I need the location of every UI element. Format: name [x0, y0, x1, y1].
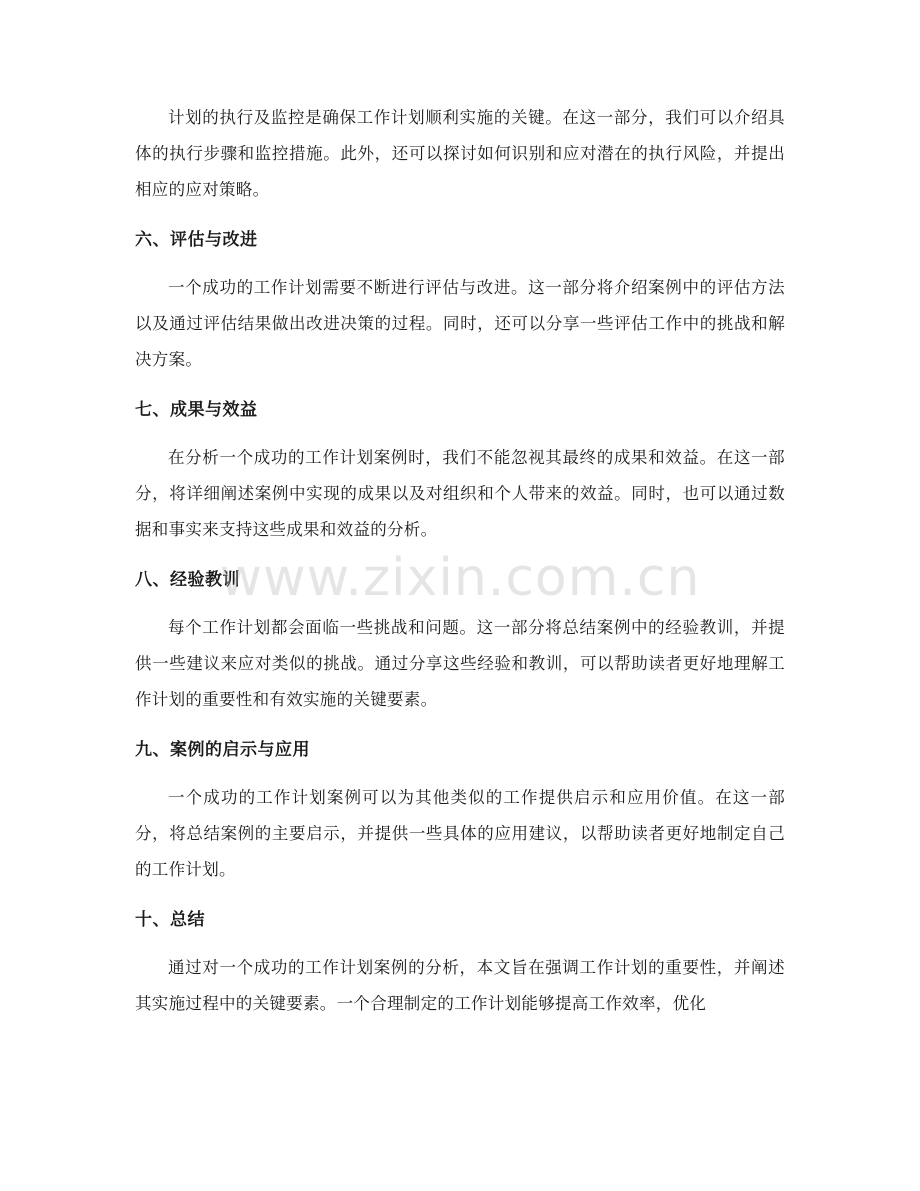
section-heading: 八、经验教训 [135, 570, 240, 590]
section-lessons [135, 566, 785, 718]
section-summary [135, 906, 785, 1022]
document-body [135, 100, 785, 1022]
section-paragraph: 一个成功的工作计划需要不断进行评估与改进。这一部分将介绍案例中的评估方法以及通过评估结果做出改进决策的过程。同时，还可以分享一些评估工作中的挑战和解决方案。 [135, 278, 785, 369]
section-heading: 九、案例的启示与应用 [135, 740, 310, 760]
section-paragraph: 一个成功的工作计划案例可以为其他类似的工作提供启示和应用价值。在这一部分，将总结案例的主要启示，并提供一些具体的应用建议，以帮助读者更好地制定自己的工作计划。 [135, 788, 785, 879]
section-insights [135, 736, 785, 888]
section-results [135, 396, 785, 548]
section-heading: 十、总结 [135, 910, 205, 930]
intro-paragraph: 计划的执行及监控是确保工作计划顺利实施的关键。在这一部分，我们可以介绍具体的执行步骤和监控措施。此外，还可以探讨如何识别和应对潜在的执行风险，并提出相应的应对策略。 [135, 108, 785, 199]
section-heading: 六、评估与改进 [135, 230, 258, 250]
section-heading: 七、成果与效益 [135, 400, 258, 420]
section-paragraph: 每个工作计划都会面临一些挑战和问题。这一部分将总结案例中的经验教训，并提供一些建议来应对类似的挑战。通过分享这些经验和教训，可以帮助读者更好地理解工作计划的重要性和有效实施的关键要素。 [135, 618, 785, 709]
section-paragraph: 通过对一个成功的工作计划案例的分析，本文旨在强调工作计划的重要性，并阐述其实施过程中的关键要素。一个合理制定的工作计划能够提高工作效率，优化 [135, 958, 785, 1013]
section-paragraph: 在分析一个成功的工作计划案例时，我们不能忽视其最终的成果和效益。在这一部分，将详细阐述案例中实现的成果以及对组织和个人带来的效益。同时，也可以通过数据和事实来支持这些成果和效益的分析。 [135, 448, 785, 539]
section-evaluation [135, 226, 785, 378]
watermark: www.zixin.com.cn [219, 548, 701, 608]
